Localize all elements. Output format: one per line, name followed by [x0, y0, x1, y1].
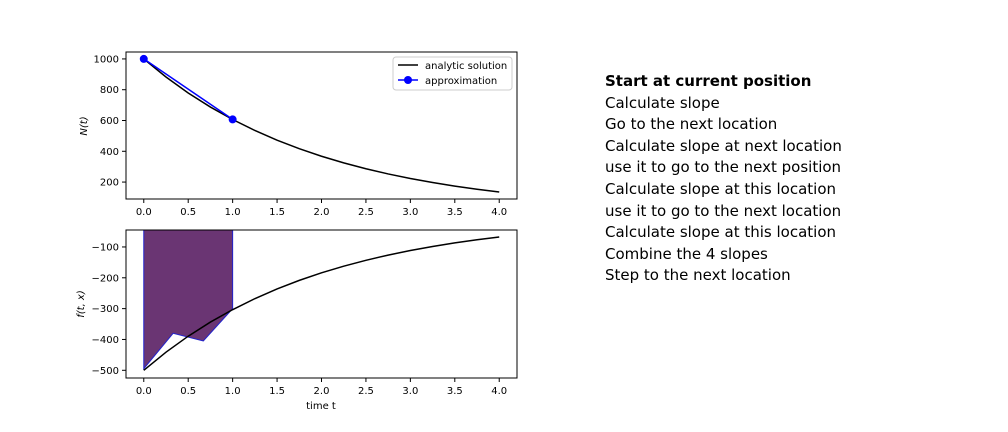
bottom-x-tick-label: 0.5 — [180, 386, 197, 397]
approximation-point — [140, 55, 148, 63]
top-x-tick-label: 1.0 — [224, 207, 241, 218]
step-item: use it to go to the next position — [605, 158, 842, 177]
step-item: Calculate slope at this location — [605, 223, 836, 242]
step-item: Start at current position — [605, 72, 812, 90]
top-x-tick-label: 2.5 — [357, 207, 374, 218]
top-x-tick-label: 3.0 — [402, 207, 419, 218]
top-axes — [79, 52, 517, 218]
step-item: Combine the 4 slopes — [605, 244, 768, 263]
legend-marker-approximation — [404, 76, 412, 84]
bottom-x-label: time t — [306, 401, 336, 412]
top-y-tick-label: 1000 — [93, 54, 119, 66]
top-y-tick-label: 600 — [99, 115, 119, 127]
bottom-x-tick-label: 1.0 — [224, 386, 241, 397]
legend-label-approximation: approximation — [425, 76, 498, 87]
top-x-tick-label: 4.0 — [491, 207, 508, 218]
rk4-steps-list — [605, 71, 842, 287]
top-x-tick-label: 3.5 — [446, 207, 463, 218]
top-y-tick-label: 800 — [99, 85, 119, 97]
bottom-x-tick-label: 3.5 — [446, 386, 463, 397]
top-x-tick-label: 0.0 — [135, 207, 152, 218]
bottom-y-tick-label: −500 — [91, 365, 119, 377]
legend-label-analytic: analytic solution — [425, 61, 508, 72]
top-x-tick-label: 1.5 — [269, 207, 286, 218]
bottom-x-tick-label: 2.0 — [313, 386, 330, 397]
top-x-tick-label: 2.0 — [313, 207, 330, 218]
bottom-y-tick-label: −400 — [91, 334, 119, 346]
top-y-ticks — [94, 54, 126, 188]
bottom-axes — [76, 230, 517, 412]
bottom-x-tick-label: 2.5 — [357, 386, 374, 397]
step-item: Calculate slope at next location — [605, 136, 842, 155]
bottom-y-tick-label: −200 — [91, 273, 119, 285]
top-y-tick-label: 200 — [99, 177, 119, 189]
bottom-x-tick-label: 4.0 — [491, 386, 508, 397]
step-item: Calculate slope at this location — [605, 179, 836, 198]
step-item: Step to the next location — [605, 266, 791, 285]
step-item: Go to the next location — [605, 115, 778, 134]
top-x-ticks — [136, 199, 507, 218]
bottom-y-label: f(t, x) — [76, 290, 87, 318]
bottom-y-tick-label: −100 — [91, 242, 119, 254]
top-y-label: N(t) — [79, 116, 90, 136]
legend — [393, 57, 512, 90]
bottom-x-ticks — [136, 378, 507, 397]
bottom-x-tick-label: 0.0 — [135, 386, 152, 397]
bottom-y-ticks — [92, 242, 126, 376]
step-item: Calculate slope — [605, 93, 720, 112]
approximation-point — [229, 115, 237, 123]
step-item: use it to go to the next location — [605, 201, 842, 220]
top-y-tick-label: 400 — [99, 146, 119, 158]
top-x-tick-label: 0.5 — [180, 207, 197, 218]
bottom-x-tick-label: 1.5 — [269, 386, 286, 397]
bottom-x-tick-label: 3.0 — [402, 386, 419, 397]
bottom-y-tick-label: −300 — [91, 304, 119, 316]
